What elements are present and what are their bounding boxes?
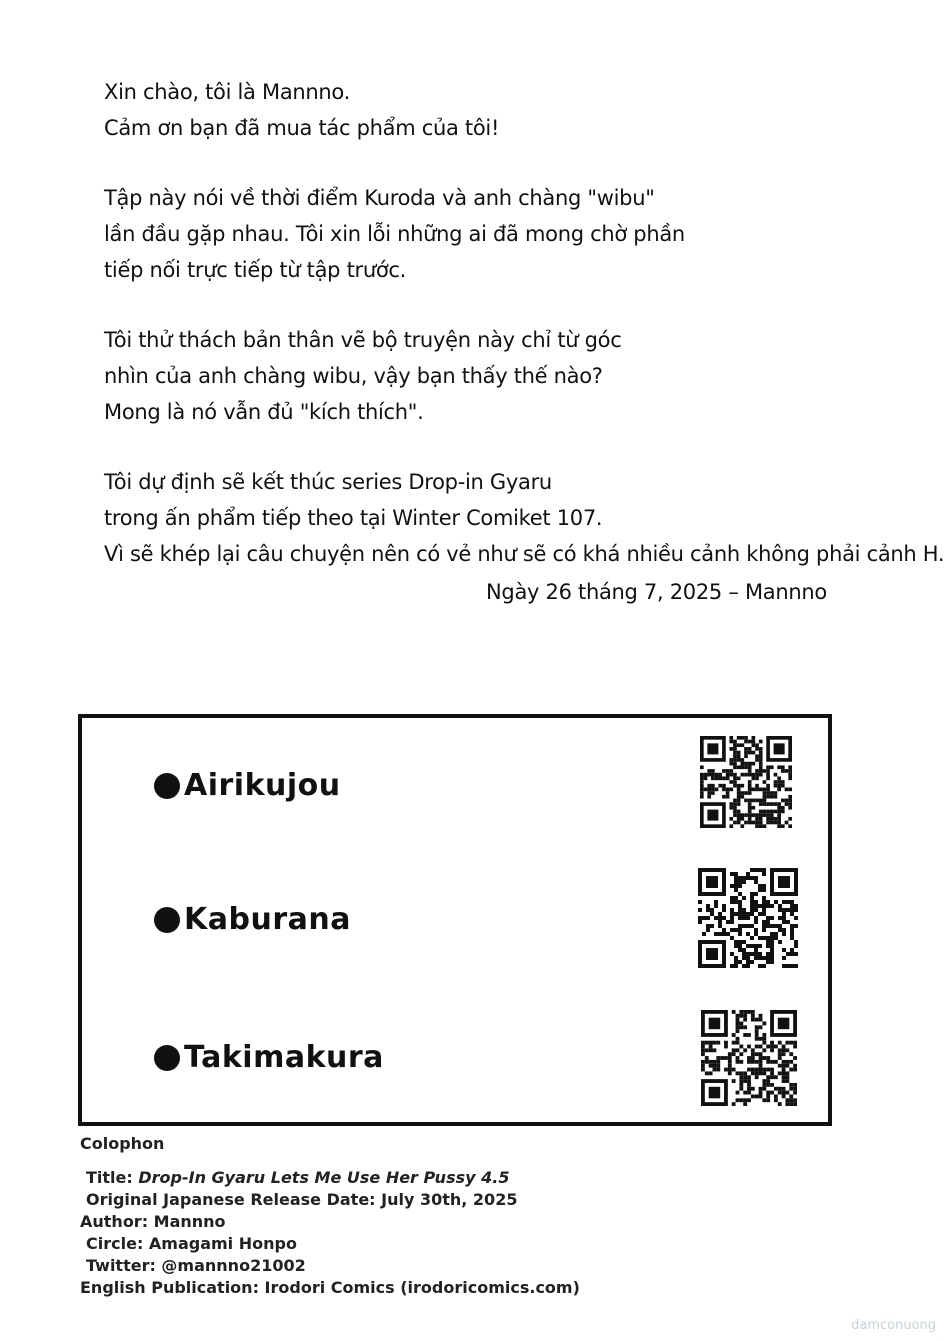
circles-box (78, 714, 832, 1126)
text-line: Xin chào, tôi là Mannno. (104, 80, 350, 104)
afterword-paragraph (104, 74, 924, 146)
afterword-paragraph (104, 322, 924, 430)
text-line: Tập này nói về thời điểm Kuroda và anh chàng "wibu" (104, 186, 655, 210)
circle-entry (154, 768, 341, 803)
circle-name: Takimakura (184, 1040, 384, 1075)
colophon-title-value: Drop-In Gyaru Lets Me Use Her Pussy 4.5 (138, 1168, 510, 1187)
text-line: nhìn của anh chàng wibu, vậy bạn thấy thế nào? (104, 364, 603, 388)
afterword-signature: Ngày 26 tháng 7, 2025 – Mannno (486, 580, 827, 604)
text-line: lần đầu gặp nhau. Tôi xin lỗi những ai đã mong chờ phần (104, 222, 685, 246)
afterword-paragraph (104, 180, 924, 288)
text-line: Tôi dự định sẽ kết thúc series Drop-in Gyaru (104, 470, 552, 494)
qr-code-icon[interactable] (701, 1010, 797, 1106)
text-line: Mong là nó vẫn đủ "kích thích". (104, 400, 424, 424)
colophon (80, 1133, 580, 1299)
colophon-heading: Colophon (80, 1134, 165, 1153)
qr-code-icon[interactable] (698, 868, 798, 968)
circle-entry (154, 902, 351, 937)
colophon-title (80, 1167, 580, 1189)
colophon-publication: English Publication: Irodori Comics (irodoricomics.com) (80, 1278, 580, 1297)
bullet-icon (154, 907, 180, 933)
colophon-author: Author: Mannno (80, 1212, 226, 1231)
circle-entry (154, 1040, 384, 1075)
bullet-icon (154, 1045, 180, 1071)
text-line: trong ấn phẩm tiếp theo tại Winter Comiket 107. (104, 506, 603, 530)
bullet-icon (154, 773, 180, 799)
colophon-circle: Circle: Amagami Honpo (86, 1234, 297, 1253)
text-line: Tôi thử thách bản thân vẽ bộ truyện này chỉ từ góc (104, 328, 622, 352)
colophon-release-date: Original Japanese Release Date: July 30th, 2025 (86, 1190, 518, 1209)
text-line: Cảm ơn bạn đã mua tác phẩm của tôi! (104, 116, 500, 140)
circle-name: Kaburana (184, 902, 351, 937)
afterword-paragraph (104, 464, 945, 572)
watermark: damconuong (851, 1318, 936, 1333)
circle-name: Airikujou (184, 768, 341, 803)
text-line: Vì sẽ khép lại câu chuyện nên có vẻ như sẽ có khá nhiều cảnh không phải cảnh H. (104, 542, 945, 566)
colophon-title-label: Title: (86, 1168, 139, 1187)
qr-code-icon[interactable] (700, 736, 792, 828)
afterword-text (104, 74, 945, 572)
colophon-twitter: Twitter: @mannno21002 (86, 1256, 306, 1275)
text-line: tiếp nối trực tiếp từ tập trước. (104, 258, 407, 282)
